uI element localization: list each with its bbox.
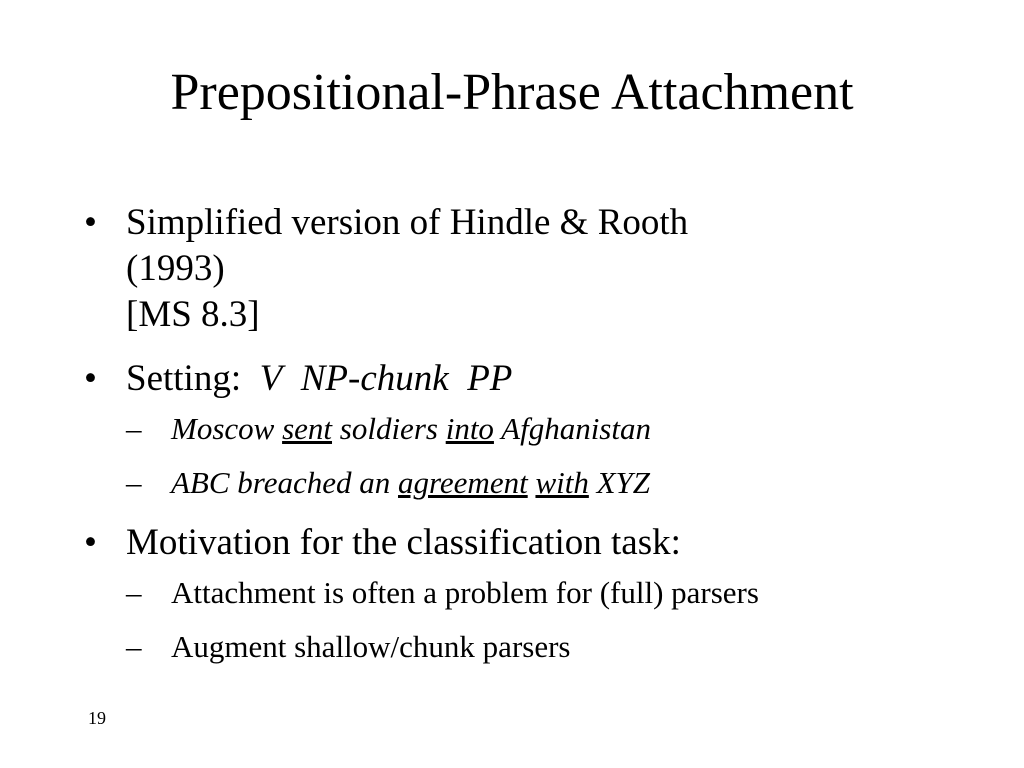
slide-title: Prepositional-Phrase Attachment [170,64,854,121]
bullet-marker: • [84,202,97,243]
pattern-pp: PP [467,358,513,399]
bullet-list [84,200,984,684]
bullet-item-motivation [84,520,984,666]
bullet-marker: • [84,358,97,399]
pattern-np-chunk: NP-chunk [300,358,449,399]
example-word: Moscow [171,411,275,446]
bullet-line: (1993) [126,248,225,289]
bullet-text: Motivation for the classification task: [126,522,681,563]
sub-bullet-augment [126,628,984,666]
example-abc [126,464,984,502]
example-word: Afghanistan [501,411,651,446]
setting-label: Setting: [126,358,242,399]
bullet-item-simplified-version [84,200,984,338]
example-verb: sent [282,411,333,446]
example-word: soldiers [339,411,438,446]
dash-marker: – [126,411,142,446]
sub-bullet-text: Augment shallow/chunk parsers [171,629,571,664]
sub-bullet-list [126,574,984,666]
bullet-line: [MS 8.3] [126,294,260,335]
page-number: 19 [88,708,106,728]
bullet-marker: • [84,522,97,563]
bullet-item-setting [84,356,984,502]
example-word: XYZ [596,465,651,500]
pattern-verb: V [259,358,283,399]
example-word: ABC breached an [171,465,391,500]
dash-marker: – [126,575,142,610]
sub-bullet-attachment [126,574,984,612]
example-preposition: with [535,465,589,500]
example-noun: agreement [398,465,528,500]
sub-bullet-text: Attachment is often a problem for (full) parsers [171,575,759,610]
bullet-line: Simplified version of Hindle & Rooth [126,202,689,243]
sub-bullet-list [126,410,984,502]
example-moscow [126,410,984,448]
example-preposition: into [445,411,494,446]
dash-marker: – [126,465,142,500]
dash-marker: – [126,629,142,664]
